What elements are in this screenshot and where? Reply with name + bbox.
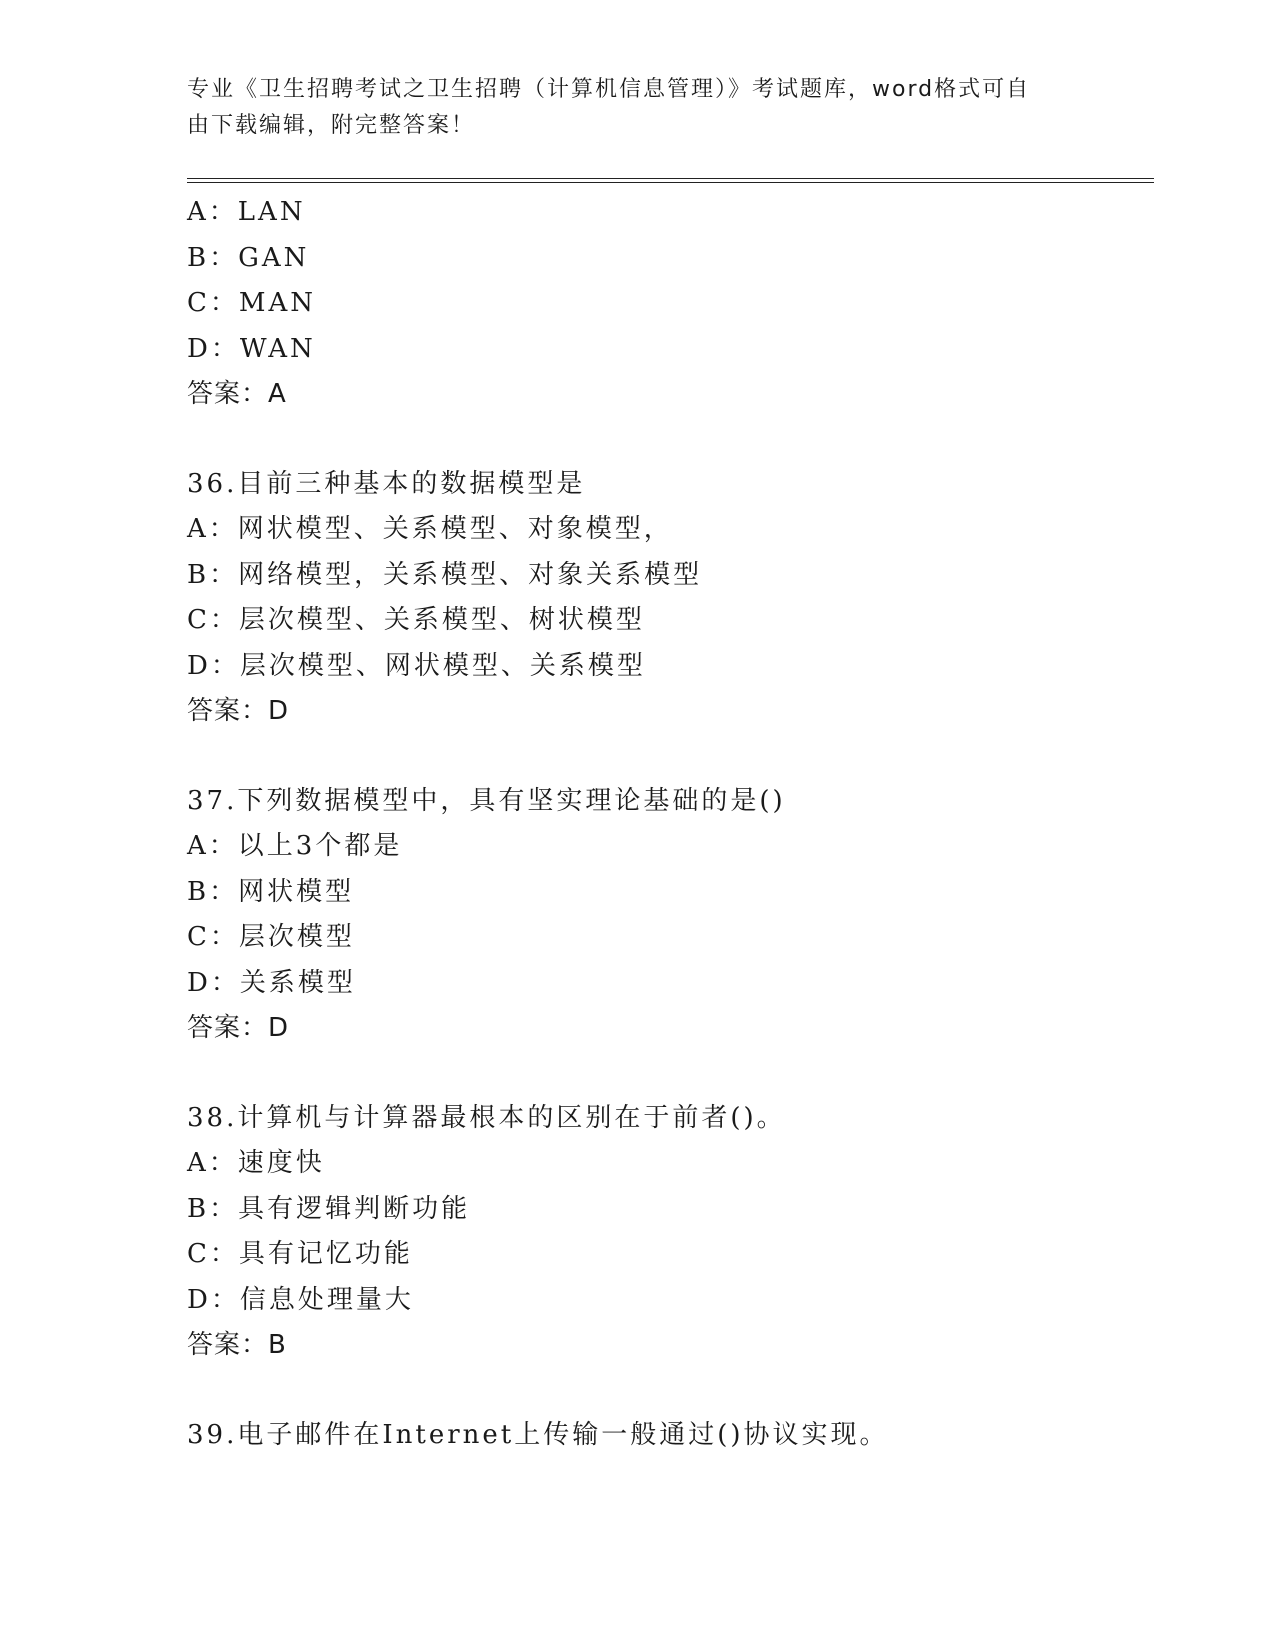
question-block-36 xyxy=(187,462,1147,735)
option-b: B：具有逻辑判断功能 xyxy=(187,1193,471,1224)
answer-text: 答案：D xyxy=(187,1013,290,1043)
option-a: A：速度快 xyxy=(187,1148,325,1178)
option-b: B：网络模型，关系模型、对象关系模型 xyxy=(187,559,703,590)
option-c: C：层次模型、关系模型、树状模型 xyxy=(187,605,645,635)
header-divider-bottom xyxy=(187,182,1154,183)
answer-text: 答案：A xyxy=(187,379,287,409)
question-text: 39.电子邮件在Internet上传输一般通过()协议实现。 xyxy=(187,1419,889,1450)
answer-text: 答案：B xyxy=(187,1330,287,1360)
option-b: B：GAN xyxy=(187,242,310,273)
option-c: C：具有记忆功能 xyxy=(187,1239,413,1269)
question-block-35 xyxy=(187,190,1147,418)
document-header xyxy=(187,72,1087,144)
question-text: 36.目前三种基本的数据模型是 xyxy=(187,468,586,499)
option-a: A：LAN xyxy=(187,197,306,227)
question-text: 38.计算机与计算器最根本的区别在于前者()。 xyxy=(187,1102,786,1133)
answer-text: 答案：D xyxy=(187,696,290,726)
option-d: D：关系模型 xyxy=(187,967,356,998)
option-b: B：网状模型 xyxy=(187,876,355,907)
question-text: 37.下列数据模型中，具有坚实理论基础的是() xyxy=(187,785,786,816)
option-a: A：网状模型、关系模型、对象模型， xyxy=(187,514,673,544)
option-d: D：信息处理量大 xyxy=(187,1284,414,1315)
option-d: D：WAN xyxy=(187,333,316,364)
option-a: A：以上3个都是 xyxy=(187,831,403,861)
header-divider-top xyxy=(187,178,1154,179)
option-c: C：MAN xyxy=(187,288,317,318)
question-block-39 xyxy=(187,1413,1147,1459)
option-c: C：层次模型 xyxy=(187,922,355,952)
question-block-37 xyxy=(187,779,1147,1052)
question-list xyxy=(187,190,1147,1458)
header-line-1: 专业《卫生招聘考试之卫生招聘（计算机信息管理）》考试题库，word格式可自 xyxy=(187,77,1031,102)
header-line-2: 由下载编辑，附完整答案！ xyxy=(187,113,476,138)
option-d: D：层次模型、网状模型、关系模型 xyxy=(187,650,646,681)
question-block-38 xyxy=(187,1096,1147,1369)
